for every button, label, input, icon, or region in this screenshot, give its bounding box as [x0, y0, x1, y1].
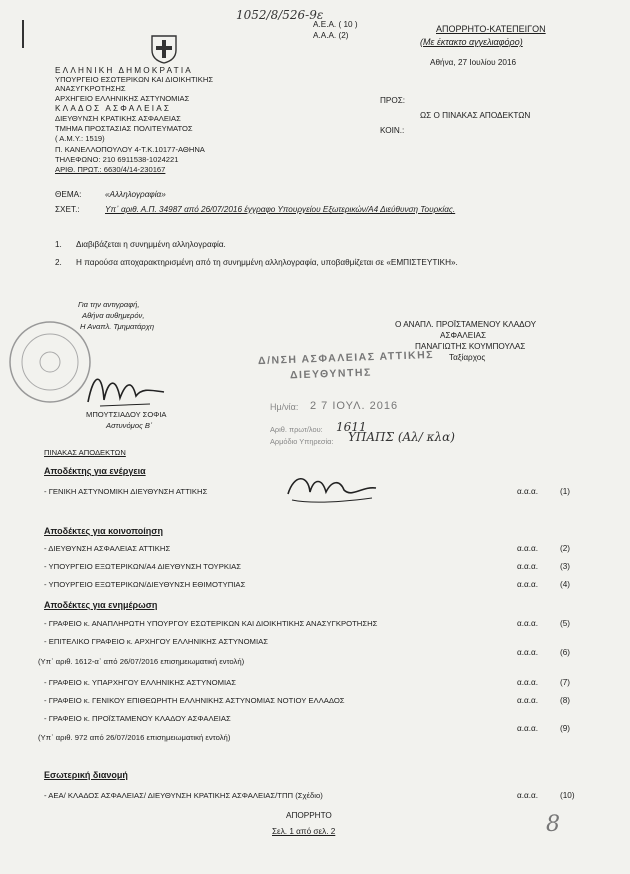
item-text: Η παρούσα αποχαρακτηρισμένη από τη συνημμένη αλληλογραφία, υποβαθμίζεται σε «ΕΜΠΙΣΤΕΥΤΙΚΗ».: [76, 258, 458, 267]
recipient-ref: α.α.α.: [517, 562, 539, 571]
handwritten-page-mark: 8: [546, 812, 560, 837]
recipient-row: - ΔΙΕΥΘΥΝΣΗ ΑΣΦΑΛΕΙΑΣ ΑΤΤΙΚΗΣ: [44, 544, 171, 553]
recipient-number: (9): [560, 724, 571, 733]
copy-signer-rank: Αστυνόμος Β᾽: [106, 421, 153, 430]
signature-icon: [282, 468, 382, 508]
delivery-note: (Με έκτακτο αγγελιαφόρο): [420, 37, 523, 47]
thema-value: «Αλληλογραφία»: [105, 190, 166, 199]
recipient-row: - ΥΠΟΥΡΓΕΙΟ ΕΞΩΤΕΡΙΚΩΝ/Α4 ΔΙΕΥΘΥΝΣΗ ΤΟΥΡΚΙΑΣ: [44, 562, 241, 571]
signatory-title-2: ΑΣΦΑΛΕΙΑΣ: [440, 331, 487, 340]
page-info: Σελ. 1 από σελ. 2: [272, 827, 336, 836]
recipient-note: (Υπ᾽ αριθ. 1612-α᾽ από 26/07/2016 επισημειωματική εντολή): [38, 657, 245, 666]
pros-value: ΩΣ Ο ΠΙΝΑΚΑΣ ΑΠΟΔΕΚΤΩΝ: [420, 111, 531, 120]
sxet-label: ΣΧΕΤ.:: [55, 205, 80, 214]
stamp-responsible-value: ΥΠΑΠΣ (Αλ/ κλα): [348, 430, 455, 444]
recipient-number: (1): [560, 487, 571, 496]
sxet-value: Υπ᾽ αριθ. Α.Π. 34987 από 26/07/2016 έγγραφο Υπουργείου Εξωτερικών/Α4 Διεύθυνση Τουρκίας.: [105, 205, 456, 214]
stamp-responsible-label: Αρμόδιο Υπηρεσία:: [270, 437, 334, 446]
aea-label: Α.Ε.Α. ( 10 ): [313, 20, 358, 29]
recipient-row: - ΑΕΑ/ ΚΛΑΔΟΣ ΑΣΦΑΛΕΙΑΣ/ ΔΙΕΥΘΥΝΣΗ ΚΡΑΤΙΚΗΣ ΑΣΦΑΛΕΙΑΣ/ΤΠΠ (Σχέδιο): [44, 791, 323, 800]
signatory-title: Ο ΑΝΑΠΛ. ΠΡΟΪΣΤΑΜΕΝΟΥ ΚΛΑΔΟΥ: [395, 320, 537, 329]
recipient-row: - ΓΡΑΦΕΙΟ κ. ΑΝΑΠΛΗΡΩΤΗ ΥΠΟΥΡΓΟΥ ΕΣΩΤΕΡΙΚΩΝ ΚΑΙ ΔΙΟΙΚΗΤΙΚΗΣ ΑΝΑΣΥΓΚΡΟΤΗΣΗΣ: [44, 619, 378, 628]
sender-ministry: ΥΠΟΥΡΓΕΙΟ ΕΣΩΤΕΡΙΚΩΝ ΚΑΙ ΔΙΟΙΚΗΤΙΚΗΣ: [55, 75, 214, 84]
recipients-title: ΠΙΝΑΚΑΣ ΑΠΟΔΕΚΤΩΝ: [44, 448, 126, 457]
recipient-ref: α.α.α.: [517, 619, 539, 628]
stamp-date-label: Ημ/νία:: [270, 402, 299, 412]
recipient-ref: α.α.α.: [517, 696, 539, 705]
sender-country: ΕΛΛΗΝΙΚΗ ΔΗΜΟΚΡΑΤΙΑ: [55, 66, 193, 75]
copy-line: Η Αναπλ. Τμηματάρχη: [80, 322, 155, 331]
item-number: 1.: [55, 240, 62, 249]
sender-address: Π. ΚΑΝΕΛΛΟΠΟΥΛΟΥ 4-Τ.Κ.10177-ΑΘΗΝΑ: [55, 145, 205, 154]
sender-protocol-number: ΑΡΙΘ. ΠΡΩΤ.: 6630/4/14-230167: [55, 165, 166, 174]
recipient-number: (8): [560, 696, 571, 705]
stamp-date-value: 2 7 ΙΟΥΛ. 2016: [310, 400, 399, 412]
copy-signer-name: ΜΠΟΥΤΣΙΑΔΟΥ ΣΟΦΙΑ: [86, 410, 167, 419]
sender-branch: ΚΛΑΔΟΣ ΑΣΦΑΛΕΙΑΣ: [55, 104, 172, 113]
sender-hq: ΑΡΧΗΓΕΙΟ ΕΛΛΗΝΙΚΗΣ ΑΣΤΥΝΟΜΙΑΣ: [55, 94, 190, 103]
info-heading: Αποδέκτες για ενημέρωση: [44, 600, 158, 610]
footer-classification: ΑΠΟΡΡΗΤΟ: [286, 811, 332, 820]
recipient-ref: α.α.α.: [517, 678, 539, 687]
copy-line: Αθήνα αυθημερόν,: [82, 311, 145, 320]
recipient-ref: α.α.α.: [517, 487, 539, 496]
sender-ministry-2: ΑΝΑΣΥΓΚΡΟΤΗΣΗΣ: [55, 84, 126, 93]
recipient-number: (7): [560, 678, 571, 687]
recipient-row: - ΓΕΝΙΚΗ ΑΣΤΥΝΟΜΙΚΗ ΔΙΕΥΘΥΝΣΗ ΑΤΤΙΚΗΣ: [44, 487, 208, 496]
recipient-number: (4): [560, 580, 571, 589]
action-heading: Αποδέκτης για ενέργεια: [44, 466, 146, 476]
recipient-ref: α.α.α.: [517, 648, 539, 657]
sender-department: ΤΜΗΜΑ ΠΡΟΣΤΑΣΙΑΣ ΠΟΛΙΤΕΥΜΑΤΟΣ: [55, 124, 193, 133]
recipient-row: - ΕΠΙΤΕΛΙΚΟ ΓΡΑΦΕΙΟ κ. ΑΡΧΗΓΟΥ ΕΛΛΗΝΙΚΗΣ ΑΣΤΥΝΟΜΙΑΣ: [44, 637, 268, 646]
recipient-number: (3): [560, 562, 571, 571]
classification-header: ΑΠΟΡΡΗΤΟ-ΚΑΤΕΠΕΙΓΟΝ: [436, 24, 546, 34]
koin-label: ΚΟΙΝ.:: [380, 126, 405, 135]
recipient-note: (Υπ᾽ αριθ. 972 από 26/07/2016 επισημειωματική εντολή): [38, 733, 231, 742]
handwritten-protocol: 1052/8/526-9ε: [236, 8, 324, 22]
recipient-row: - ΓΡΑΦΕΙΟ κ. ΓΕΝΙΚΟΥ ΕΠΙΘΕΩΡΗΤΗ ΕΛΛΗΝΙΚΗΣ ΑΣΤΥΝΟΜΙΑΣ ΝΟΤΙΟΥ ΕΛΛΑΔΟΣ: [44, 696, 345, 705]
internal-heading: Εσωτερική διανομή: [44, 770, 128, 780]
recipient-row: - ΓΡΑΦΕΙΟ κ. ΠΡΟΪΣΤΑΜΕΝΟΥ ΚΛΑΔΟΥ ΑΣΦΑΛΕΙΑΣ: [44, 714, 231, 723]
document-date: Αθήνα, 27 Ιουλίου 2016: [430, 58, 517, 67]
pros-label: ΠΡΟΣ:: [380, 96, 406, 105]
copy-line: Για την αντιγραφή,: [78, 300, 140, 309]
margin-mark: [22, 20, 24, 48]
recipient-number: (2): [560, 544, 571, 553]
recipient-ref: α.α.α.: [517, 791, 539, 800]
aaa-label: Α.Α.Α. (2): [313, 31, 349, 40]
item-text: Διαβιβάζεται η συνημμένη αλληλογραφία.: [76, 240, 226, 249]
thema-label: ΘΕΜΑ:: [55, 190, 82, 199]
stamp-director: ΔΙΕΥΘΥΝΤΗΣ: [289, 366, 373, 382]
recipient-row: - ΓΡΑΦΕΙΟ κ. ΥΠΑΡΧΗΓΟΥ ΕΛΛΗΝΙΚΗΣ ΑΣΤΥΝΟΜΙΑΣ: [44, 678, 237, 687]
stamp-protocol-value: 1611: [336, 420, 367, 434]
signature-icon: [80, 362, 170, 412]
item-number: 2.: [55, 258, 62, 267]
recipient-row: - ΥΠΟΥΡΓΕΙΟ ΕΞΩΤΕΡΙΚΩΝ/ΔΙΕΥΘΥΝΣΗ ΕΘΙΜΟΤΥΠΙΑΣ: [44, 580, 246, 589]
coat-of-arms-icon: [150, 34, 178, 64]
signatory-name: ΠΑΝΑΓΙΩΤΗΣ ΚΟΥΜΠΟΥΛΑΣ: [415, 342, 526, 351]
recipient-ref: α.α.α.: [517, 580, 539, 589]
signatory-rank: Ταξίαρχος: [449, 353, 486, 362]
sender-amy: ( Α.Μ.Υ.: 1519): [55, 134, 105, 143]
sender-phone: ΤΗΛΕΦΩΝΟ: 210 6911538-1024221: [55, 155, 179, 164]
recipient-ref: α.α.α.: [517, 544, 539, 553]
recipient-number: (5): [560, 619, 571, 628]
recipient-number: (10): [560, 791, 575, 800]
recipient-number: (6): [560, 648, 571, 657]
recipient-ref: α.α.α.: [517, 724, 539, 733]
notify-heading: Αποδέκτες για κοινοποίηση: [44, 526, 163, 536]
stamp-directorate: Δ/ΝΣΗ ΑΣΦΑΛΕΙΑΣ ΑΤΤΙΚΗΣ: [257, 348, 435, 368]
stamp-protocol-label: Αριθ. πρωτ/λου:: [270, 425, 323, 434]
sender-directorate: ΔΙΕΥΘΥΝΣΗ ΚΡΑΤΙΚΗΣ ΑΣΦΑΛΕΙΑΣ: [55, 114, 181, 123]
